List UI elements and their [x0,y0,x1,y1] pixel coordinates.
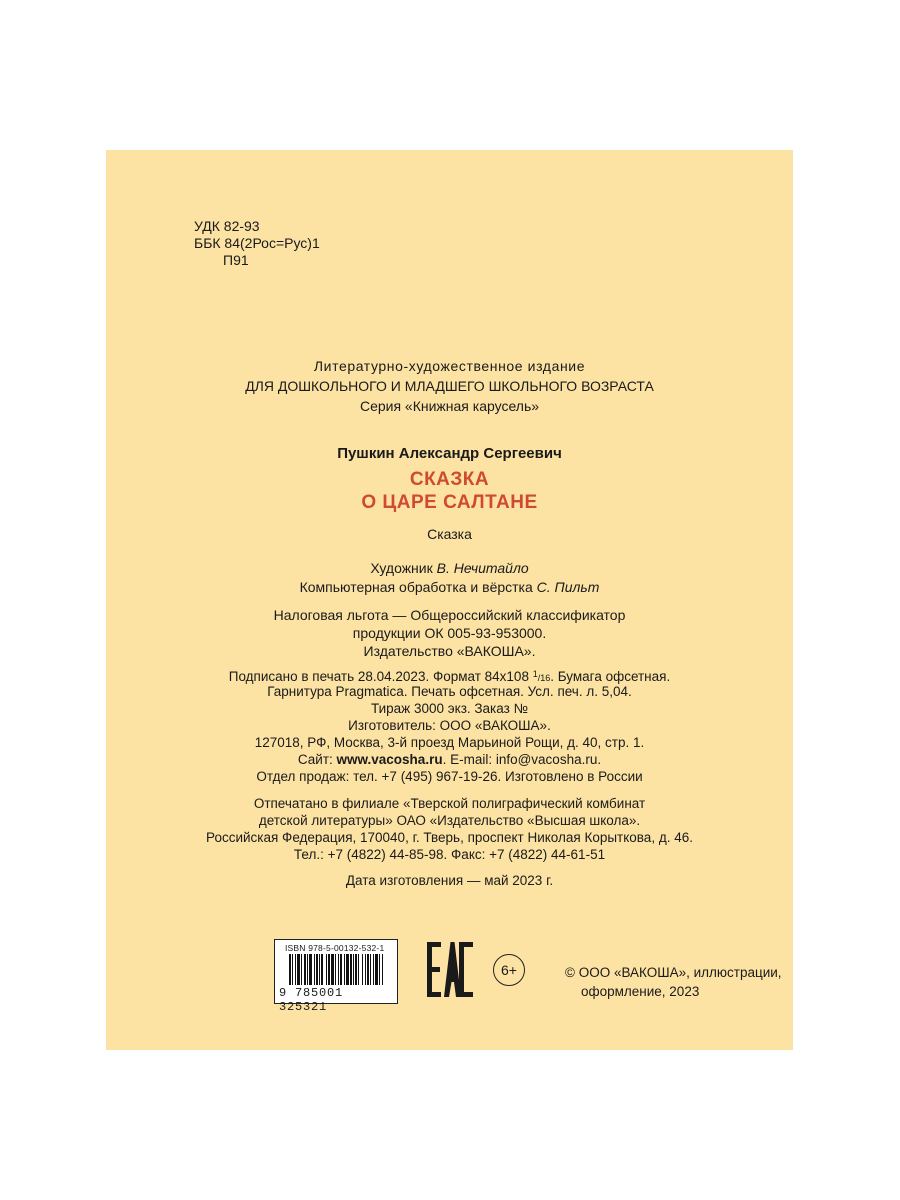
print-line-3: Тираж 3000 экз. Заказ № [370,701,529,716]
age-rating-badge: 6+ [493,954,525,986]
author-mark: П91 [223,252,249,268]
isbn-barcode [274,939,398,1014]
credit-layout [106,578,793,596]
copyright [565,963,782,1001]
edition-series: Серия «Книжная карусель» [359,398,540,414]
format-fraction-den: /16 [537,673,551,683]
book-genre: Сказка [427,526,472,542]
site-label: Сайт: [297,752,337,767]
layout-name: С. Пильт [536,579,600,595]
isbn-label: ISBN 978-5-00132-532-1 [285,943,385,953]
artist-label: Художник [370,560,437,576]
book-title-line2: О ЦАРЕ САЛТАНЕ [361,492,538,513]
book-title-line1: СКАЗКА [409,469,490,490]
book-author: Пушкин Александр Сергеевич [337,445,562,462]
printer-line-2: детской литературы» ОАО «Издательство «Высшая школа». [258,813,641,828]
barcode-bars [289,954,383,985]
classification-codes [194,218,320,269]
manufacturer-line-3 [106,751,793,768]
eac-mark-icon [427,942,473,997]
edition-type: Литературно-художественное издание [313,358,586,374]
manufacturer-line-1: Изготовитель: ООО «ВАКОША». [348,718,551,733]
printer-line-4: Тел.: +7 (4822) 44-85-98. Факс: +7 (4822) 44-61-51 [293,847,606,862]
copyright-line-1: © ООО «ВАКОША», иллюстрации, [565,965,782,980]
manufacture-date: Дата изготовления — май 2023 г. [345,873,554,888]
printer-line-1: Отпечатано в филиале «Тверской полиграфический комбинат [253,796,646,811]
edition-audience: ДЛЯ ДОШКОЛЬНОГО И МЛАДШЕГО ШКОЛЬНОГО ВОЗРАСТА [245,378,654,394]
manufacturer-line-4: Отдел продаж: тел. +7 (495) 967-19-26. Изготовлено в России [256,769,643,784]
credit-artist [106,559,793,577]
manufacturer-line-2: 127018, РФ, Москва, 3-й проезд Марьиной Рощи, д. 40, стр. 1. [254,735,645,750]
format-fraction-num: 1 [532,669,538,679]
print-line-2: Гарнитура Pragmatica. Печать офсетная. Усл. печ. л. 5,04. [267,684,632,699]
email-text: . E-mail: info@vacosha.ru. [442,752,602,767]
printer-line-3: Российская Федерация, 170040, г. Тверь, проспект Николая Корыткова, д. 46. [206,830,693,845]
isbn-digits: 9 785001 325321 [279,986,344,1014]
site-link[interactable]: www.vacosha.ru [336,752,443,767]
tax-line-3: Издательство «ВАКОША». [363,643,536,659]
print-paper-text: . Бумага офсетная. [550,669,671,684]
udk-code: УДК 82-93 [194,218,260,234]
artist-name: В. Нечитайло [436,560,529,576]
print-format-text: Подписано в печать 28.04.2023. Формат 84х108 [228,669,533,684]
tax-line-2: продукции ОК 005-93-953000. [352,625,547,641]
copyright-line-2: оформление, 2023 [581,984,700,999]
layout-label: Компьютерная обработка и вёрстка [299,579,537,595]
bbk-code: ББК 84(2Рос=Рус)1 [194,235,320,251]
tax-line-1: Налоговая льгота — Общероссийский классификатор [273,607,626,623]
imprint-page [106,150,793,1050]
